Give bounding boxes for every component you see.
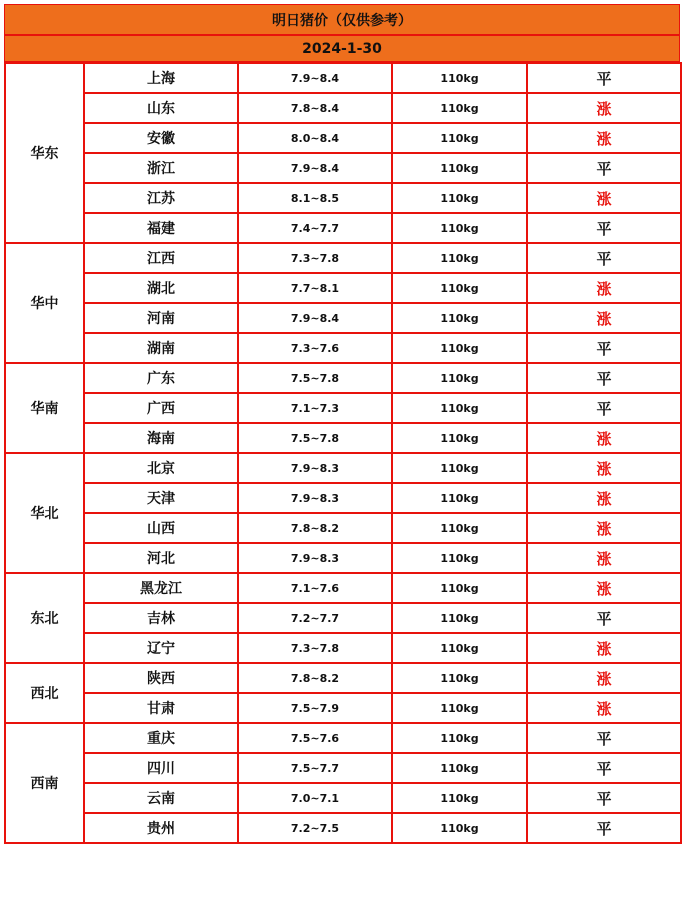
province-cell: 贵州	[84, 813, 238, 843]
weight-cell: 110kg	[392, 513, 527, 543]
region-cell: 东北	[5, 573, 84, 663]
weight-cell: 110kg	[392, 633, 527, 663]
province-cell: 陕西	[84, 663, 238, 693]
province-cell: 福建	[84, 213, 238, 243]
trend-cell: 涨	[527, 303, 681, 333]
price-range-cell: 7.5~7.8	[238, 423, 392, 453]
trend-cell: 平	[527, 333, 681, 363]
weight-cell: 110kg	[392, 483, 527, 513]
province-cell: 浙江	[84, 153, 238, 183]
weight-cell: 110kg	[392, 783, 527, 813]
province-cell: 广东	[84, 363, 238, 393]
weight-cell: 110kg	[392, 453, 527, 483]
date-label: 2024-1-30	[4, 36, 680, 62]
weight-cell: 110kg	[392, 93, 527, 123]
province-cell: 上海	[84, 63, 238, 93]
price-range-cell: 7.5~7.7	[238, 753, 392, 783]
weight-cell: 110kg	[392, 183, 527, 213]
weight-cell: 110kg	[392, 273, 527, 303]
weight-cell: 110kg	[392, 813, 527, 843]
weight-cell: 110kg	[392, 693, 527, 723]
price-range-cell: 7.8~8.4	[238, 93, 392, 123]
trend-cell: 涨	[527, 273, 681, 303]
province-cell: 北京	[84, 453, 238, 483]
weight-cell: 110kg	[392, 63, 527, 93]
province-cell: 江西	[84, 243, 238, 273]
trend-cell: 平	[527, 213, 681, 243]
table-row	[5, 153, 681, 183]
trend-cell: 平	[527, 363, 681, 393]
trend-cell: 涨	[527, 693, 681, 723]
table-row	[5, 423, 681, 453]
province-cell: 河南	[84, 303, 238, 333]
province-cell: 天津	[84, 483, 238, 513]
price-table	[4, 62, 682, 844]
province-cell: 湖北	[84, 273, 238, 303]
trend-cell: 涨	[527, 633, 681, 663]
table-row	[5, 93, 681, 123]
province-cell: 吉林	[84, 603, 238, 633]
trend-cell: 平	[527, 63, 681, 93]
province-cell: 海南	[84, 423, 238, 453]
weight-cell: 110kg	[392, 573, 527, 603]
table-row	[5, 573, 681, 603]
table-row	[5, 753, 681, 783]
weight-cell: 110kg	[392, 153, 527, 183]
weight-cell: 110kg	[392, 333, 527, 363]
price-range-cell: 7.3~7.8	[238, 633, 392, 663]
table-row	[5, 273, 681, 303]
price-range-cell: 7.1~7.6	[238, 573, 392, 603]
weight-cell: 110kg	[392, 213, 527, 243]
weight-cell: 110kg	[392, 543, 527, 573]
price-range-cell: 7.7~8.1	[238, 273, 392, 303]
province-cell: 广西	[84, 393, 238, 423]
price-range-cell: 7.5~7.6	[238, 723, 392, 753]
province-cell: 湖南	[84, 333, 238, 363]
table-row	[5, 243, 681, 273]
table-row	[5, 333, 681, 363]
province-cell: 河北	[84, 543, 238, 573]
trend-cell: 平	[527, 783, 681, 813]
price-range-cell: 7.9~8.3	[238, 453, 392, 483]
price-range-cell: 7.3~7.8	[238, 243, 392, 273]
price-sheet	[4, 4, 680, 844]
trend-cell: 涨	[527, 423, 681, 453]
trend-cell: 涨	[527, 93, 681, 123]
trend-cell: 平	[527, 393, 681, 423]
table-row	[5, 543, 681, 573]
price-range-cell: 8.1~8.5	[238, 183, 392, 213]
province-cell: 山东	[84, 93, 238, 123]
trend-cell: 涨	[527, 573, 681, 603]
province-cell: 甘肃	[84, 693, 238, 723]
trend-cell: 平	[527, 243, 681, 273]
trend-cell: 涨	[527, 453, 681, 483]
table-row	[5, 183, 681, 213]
weight-cell: 110kg	[392, 723, 527, 753]
table-row	[5, 783, 681, 813]
table-row	[5, 303, 681, 333]
weight-cell: 110kg	[392, 393, 527, 423]
price-range-cell: 7.0~7.1	[238, 783, 392, 813]
price-range-cell: 8.0~8.4	[238, 123, 392, 153]
price-range-cell: 7.9~8.4	[238, 303, 392, 333]
region-cell: 华南	[5, 363, 84, 453]
weight-cell: 110kg	[392, 303, 527, 333]
trend-cell: 平	[527, 753, 681, 783]
table-row	[5, 63, 681, 93]
region-cell: 西北	[5, 663, 84, 723]
province-cell: 辽宁	[84, 633, 238, 663]
region-cell: 华北	[5, 453, 84, 573]
weight-cell: 110kg	[392, 753, 527, 783]
table-row	[5, 663, 681, 693]
province-cell: 江苏	[84, 183, 238, 213]
table-row	[5, 393, 681, 423]
price-range-cell: 7.3~7.6	[238, 333, 392, 363]
table-row	[5, 123, 681, 153]
price-range-cell: 7.9~8.3	[238, 483, 392, 513]
table-row	[5, 603, 681, 633]
trend-cell: 涨	[527, 183, 681, 213]
region-cell: 华中	[5, 243, 84, 363]
price-range-cell: 7.5~7.9	[238, 693, 392, 723]
table-row	[5, 453, 681, 483]
trend-cell: 涨	[527, 483, 681, 513]
trend-cell: 平	[527, 723, 681, 753]
trend-cell: 涨	[527, 663, 681, 693]
weight-cell: 110kg	[392, 123, 527, 153]
price-range-cell: 7.2~7.7	[238, 603, 392, 633]
table-row	[5, 213, 681, 243]
page-title: 明日猪价（仅供参考）	[4, 4, 680, 36]
weight-cell: 110kg	[392, 363, 527, 393]
table-row	[5, 513, 681, 543]
price-range-cell: 7.9~8.4	[238, 63, 392, 93]
province-cell: 四川	[84, 753, 238, 783]
price-range-cell: 7.8~8.2	[238, 663, 392, 693]
table-row	[5, 723, 681, 753]
table-row	[5, 633, 681, 663]
region-cell: 西南	[5, 723, 84, 843]
price-range-cell: 7.2~7.5	[238, 813, 392, 843]
province-cell: 黑龙江	[84, 573, 238, 603]
table-row	[5, 483, 681, 513]
price-table-body	[5, 63, 681, 843]
price-range-cell: 7.8~8.2	[238, 513, 392, 543]
price-range-cell: 7.4~7.7	[238, 213, 392, 243]
table-row	[5, 813, 681, 843]
weight-cell: 110kg	[392, 423, 527, 453]
weight-cell: 110kg	[392, 603, 527, 633]
trend-cell: 平	[527, 603, 681, 633]
province-cell: 安徽	[84, 123, 238, 153]
price-range-cell: 7.5~7.8	[238, 363, 392, 393]
table-row	[5, 363, 681, 393]
price-range-cell: 7.9~8.3	[238, 543, 392, 573]
province-cell: 山西	[84, 513, 238, 543]
price-range-cell: 7.9~8.4	[238, 153, 392, 183]
trend-cell: 涨	[527, 513, 681, 543]
province-cell: 重庆	[84, 723, 238, 753]
trend-cell: 平	[527, 153, 681, 183]
weight-cell: 110kg	[392, 663, 527, 693]
trend-cell: 平	[527, 813, 681, 843]
trend-cell: 涨	[527, 543, 681, 573]
region-cell: 华东	[5, 63, 84, 243]
province-cell: 云南	[84, 783, 238, 813]
price-range-cell: 7.1~7.3	[238, 393, 392, 423]
trend-cell: 涨	[527, 123, 681, 153]
table-row	[5, 693, 681, 723]
weight-cell: 110kg	[392, 243, 527, 273]
